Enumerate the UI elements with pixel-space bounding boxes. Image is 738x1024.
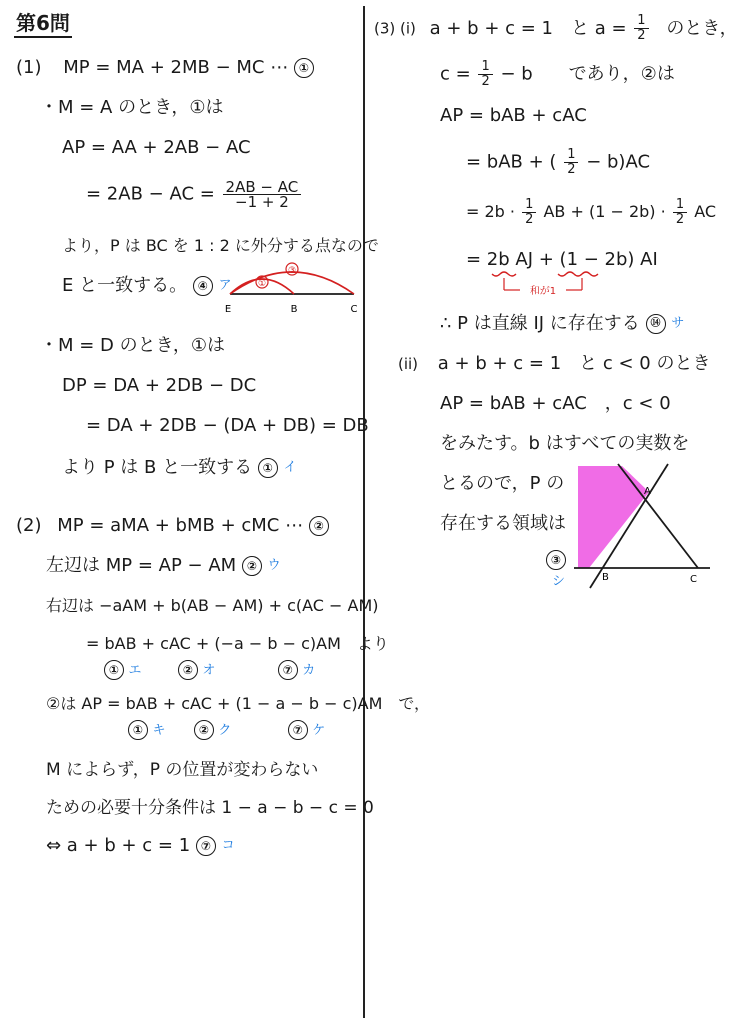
part3-line2-frac-num: 1 [478, 60, 492, 75]
part3-row [374, 14, 738, 43]
part3-label: (3) (i) [374, 19, 416, 38]
caseA-text1: より，P は BC を 1 : 2 に外分する点なので [62, 236, 379, 255]
part2-equation-ref: ② [309, 516, 329, 536]
part3-line5-fraction-2 [673, 198, 687, 227]
part3-line7-tag: サ [671, 316, 685, 331]
part2-line1-answer: ② [242, 556, 262, 576]
point-e-label: E [224, 304, 232, 315]
part3-line1-frac-num: 1 [634, 14, 648, 29]
part3-line5-frac1-num: 1 [522, 198, 536, 213]
part3ii-label: (ii) [398, 355, 419, 373]
wavy-underline-2 [558, 272, 598, 276]
part3ii-answer: ③ [546, 550, 566, 570]
part2-line1: 左辺は MP = AP − AM [46, 555, 237, 576]
part3-line5-frac1-den: 2 [525, 212, 534, 227]
part3-line4-fraction [564, 148, 578, 177]
part3-line5-b: AB + (1 − 2b) · [543, 202, 666, 221]
point-b-label: B [290, 304, 298, 315]
part2-line1-row [46, 554, 281, 578]
triangle-point-a: A [644, 486, 651, 497]
part3-line2-b: − b であり，②は [500, 63, 675, 85]
part2-line4-tag-2: ク [218, 723, 232, 738]
part2-line3: = bAB + cAC + (−a − b − c)AM より [86, 634, 389, 653]
part3-line4-row [466, 148, 650, 177]
caseD-answer: ① [258, 458, 278, 478]
part3-line4-frac-den: 2 [567, 162, 576, 177]
region-figure [574, 462, 714, 592]
caseA-eq2: = 2AB − AC = [86, 183, 215, 205]
part2-line7-row [46, 834, 235, 858]
shaded-region [578, 466, 649, 568]
part2-row [16, 514, 329, 538]
part2-line7-answer: ⑦ [196, 836, 216, 856]
part1-equation-ref: ① [294, 58, 314, 78]
part3-line5-c: AC [694, 202, 717, 221]
caseD-text-row [62, 456, 297, 480]
page-title: 第6問 [14, 10, 72, 38]
caseA-frac-den: −1 + 2 [235, 193, 289, 211]
part3-line2-frac-den: 2 [481, 74, 490, 89]
caseA-answer: ④ [193, 276, 213, 296]
part3-line4-b: − b)AC [586, 151, 651, 173]
part2-line7-tag: コ [221, 838, 235, 853]
part3-line6: = 2b AJ + (1 − 2b) AI [466, 249, 658, 270]
caseA-eq2-row [86, 180, 303, 209]
part2-line4: ②は AP = bAB + cAC + (1 − a − b − c)AM で， [46, 694, 431, 713]
part2-line3-answers [104, 658, 315, 683]
triangle-point-b: B [602, 572, 609, 583]
part3-line7: ∴ P は直線 IJ に存在する [440, 313, 640, 334]
part2-line2: 右辺は −aAM + b(AB − AM) + c(AC − AM) [46, 596, 379, 615]
part2-line3-tag-2: オ [202, 663, 216, 678]
part3-line5-row [466, 198, 716, 227]
part2-line6: ための必要十分条件は 1 − a − b − c = 0 [46, 798, 374, 818]
triangle-point-c: C [690, 574, 697, 585]
part1-equation: MP = MA + 2MB − MC ⋯ [63, 57, 289, 78]
part2-line4-tag-3: ケ [312, 723, 326, 738]
part3-line7-row [440, 312, 684, 336]
part2-label: (2) [16, 515, 42, 536]
part2-equation: MP = aMA + bMB + cMC ⋯ [57, 515, 304, 536]
wavy-underline-1 [492, 272, 516, 276]
part3-line1-fraction [634, 14, 648, 43]
part3-line5-frac2-den: 2 [675, 212, 685, 227]
part3-line5-fraction-1 [522, 198, 536, 227]
part3ii-line4: とるので，P の [440, 473, 565, 494]
caseD-heading: ・M = D のとき，①は [40, 335, 226, 356]
sum-one-note: 和が1 [529, 286, 557, 297]
part2-line3-answer-2: ② [178, 660, 198, 680]
sum-one-annotation [490, 270, 620, 300]
caseA-heading: ・M = A のとき，①は [40, 97, 224, 118]
part3ii-row [398, 352, 710, 376]
part3-line3: AP = bAB + cAC [440, 105, 587, 126]
part3-line1-tail: のとき， [666, 17, 738, 39]
caseA-text2: E と一致する。 [62, 275, 188, 296]
part3ii-answer-tag: シ [552, 574, 566, 589]
part2-line3-answer-1: ① [104, 660, 124, 680]
part2-line4-answer-3: ⑦ [288, 720, 308, 740]
part2-line5: M によらず，P の位置が変わらない [46, 760, 319, 780]
part3-line4-frac-num: 1 [564, 148, 578, 163]
external-division-figure [222, 258, 362, 318]
caseA-text2-row [62, 274, 232, 298]
part3-line2-fraction [478, 60, 492, 89]
part2-line3-tag-1: エ [128, 663, 142, 678]
part2-line7: ⇔ a + b + c = 1 [46, 835, 191, 856]
part3ii-line5: 存在する領域は [440, 513, 566, 534]
caseA-fraction [223, 180, 302, 209]
part1-label: (1) [16, 57, 42, 78]
part3-line5-frac2-num: 1 [673, 198, 687, 213]
caseA-frac-num: 2AB − AC [223, 180, 302, 195]
part3-line2-a: c = [440, 63, 471, 85]
part2-line4-answer-1: ① [128, 720, 148, 740]
part3ii-line1: a + b + c = 1 と c < 0 のとき [437, 353, 711, 374]
part3-line7-answer: ⑭ [646, 314, 666, 334]
caseD-eq1: DP = DA + 2DB − DC [62, 375, 257, 396]
part1-row [16, 56, 314, 80]
part3ii-answer-row [546, 548, 566, 572]
part3-line2-row [440, 60, 675, 89]
part2-line3-tag-3: カ [302, 663, 316, 678]
point-c-label: C [350, 304, 358, 315]
caseD-eq2: = DA + 2DB − (DA + DB) = DB [86, 415, 369, 436]
part3ii-line2: AP = bAB + cAC ，c < 0 [440, 393, 671, 414]
part2-line4-answer-2: ② [194, 720, 214, 740]
part2-line1-tag: ウ [267, 558, 281, 573]
part3-line1: a + b + c = 1 と a = [429, 17, 627, 39]
caseA-answer-tag: ア [218, 278, 232, 293]
column-divider [363, 6, 365, 1018]
caseD-text: より P は B と一致する [62, 457, 253, 478]
part3-line1-frac-den: 2 [637, 28, 646, 43]
arc-label-1: ① [257, 279, 267, 289]
part3ii-line3: をみたす。b はすべての実数を [440, 433, 690, 454]
caseA-eq1: AP = AA + 2AB − AC [62, 137, 251, 158]
arc-label-3: ③ [287, 266, 297, 276]
caseD-answer-tag: イ [283, 460, 297, 475]
part2-line4-tag-1: キ [152, 723, 166, 738]
part3-line4-a: = bAB + ( [466, 151, 557, 173]
part3-line5-a: = 2b · [466, 202, 515, 221]
part2-line3-answer-3: ⑦ [278, 660, 298, 680]
part2-line4-answers [128, 718, 325, 743]
